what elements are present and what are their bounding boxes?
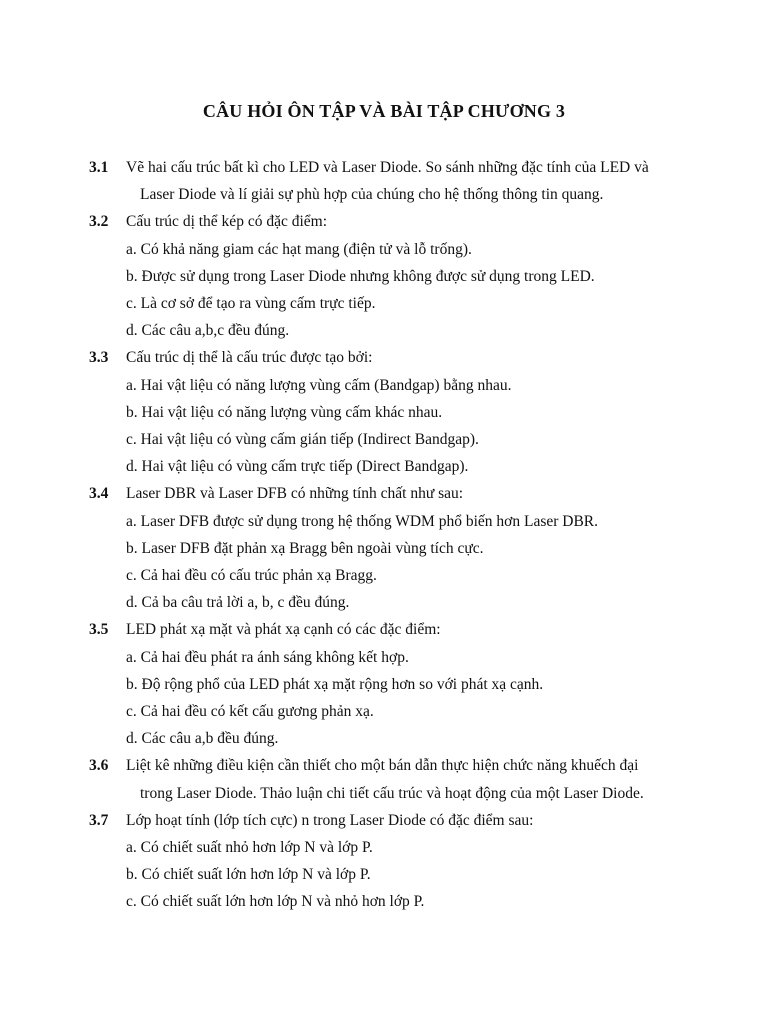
question-number: 3.5 [89, 621, 109, 639]
question-text: Lớp hoạt tính (lớp tích cực) n trong Laser Diode có đặc điểm sau: [126, 811, 534, 829]
question-number: 3.7 [89, 811, 109, 829]
answer-option: d. Hai vật liệu có vùng cấm trực tiếp (Direct Bandgap). [126, 458, 469, 476]
answer-option: b. Hai vật liệu có năng lượng vùng cấm khác nhau. [126, 403, 443, 421]
answer-option: a. Cả hai đều phát ra ánh sáng không kết hợp. [126, 648, 409, 666]
question-text: trong Laser Diode. Thảo luận chi tiết cấu trúc và hoạt động của một Laser Diode. [140, 784, 644, 802]
answer-option: a. Hai vật liệu có năng lượng vùng cấm (Bandgap) bằng nhau. [126, 376, 512, 394]
question-number: 3.1 [89, 159, 109, 176]
answer-option: d. Các câu a,b,c đều đúng. [126, 322, 290, 340]
question-text: Laser Diode và lí giải sự phù hợp của chúng cho hệ thống thông tin quang. [140, 186, 604, 204]
question-number: 3.6 [89, 757, 109, 775]
answer-option: c. Là cơ sở để tạo ra vùng cấm trực tiếp. [126, 295, 376, 312]
answer-option: a. Có khả năng giam các hạt mang (điện tử và lỗ trống). [126, 240, 472, 258]
answer-option: a. Laser DFB được sử dụng trong hệ thống WDM phổ biến hơn Laser DBR. [126, 512, 599, 530]
answer-option: c. Cả hai đều có kết cấu gương phản xạ. [126, 703, 374, 720]
question-text: Vẽ hai cấu trúc bất kì cho LED và Laser Diode. So sánh những đặc tính của LED và [126, 159, 649, 176]
question-text: Laser DBR và Laser DFB có những tính chất như sau: [126, 485, 464, 503]
answer-option: b. Laser DFB đặt phản xạ Bragg bên ngoài vùng tích cực. [126, 539, 484, 557]
question-text: LED phát xạ mặt và phát xạ cạnh có các đặc điểm: [126, 621, 441, 639]
answer-option: c. Có chiết suất lớn hơn lớp N và nhỏ hơn lớp P. [126, 893, 425, 911]
answer-option: a. Có chiết suất nhỏ hơn lớp N và lớp P. [126, 839, 373, 856]
question-number: 3.4 [89, 485, 109, 503]
question-text: Liệt kê những điều kiện cần thiết cho một bán dẫn thực hiện chức năng khuếch đại [126, 757, 639, 775]
answer-option: c. Cả hai đều có cấu trúc phản xạ Bragg. [126, 567, 377, 584]
question-number: 3.3 [89, 349, 109, 367]
question-number: 3.2 [89, 213, 109, 231]
question-text: Cấu trúc dị thể là cấu trúc được tạo bởi: [126, 349, 373, 367]
question-text: Cấu trúc dị thể kép có đặc điểm: [126, 213, 328, 231]
document-title: CÂU HỎI ÔN TẬP VÀ BÀI TẬP CHƯƠNG 3 [202, 101, 566, 121]
answer-option: b. Được sử dụng trong Laser Diode nhưng không được sử dụng trong LED. [126, 267, 595, 285]
answer-option: c. Hai vật liệu có vùng cấm gián tiếp (Indirect Bandgap). [126, 431, 479, 448]
answer-option: d. Cả ba câu trả lời a, b, c đều đúng. [126, 594, 350, 612]
answer-option: d. Các câu a,b đều đúng. [126, 730, 279, 748]
answer-option: b. Độ rộng phổ của LED phát xạ mặt rộng hơn so với phát xạ cạnh. [126, 675, 544, 693]
answer-option: b. Có chiết suất lớn hơn lớp N và lớp P. [126, 866, 371, 884]
